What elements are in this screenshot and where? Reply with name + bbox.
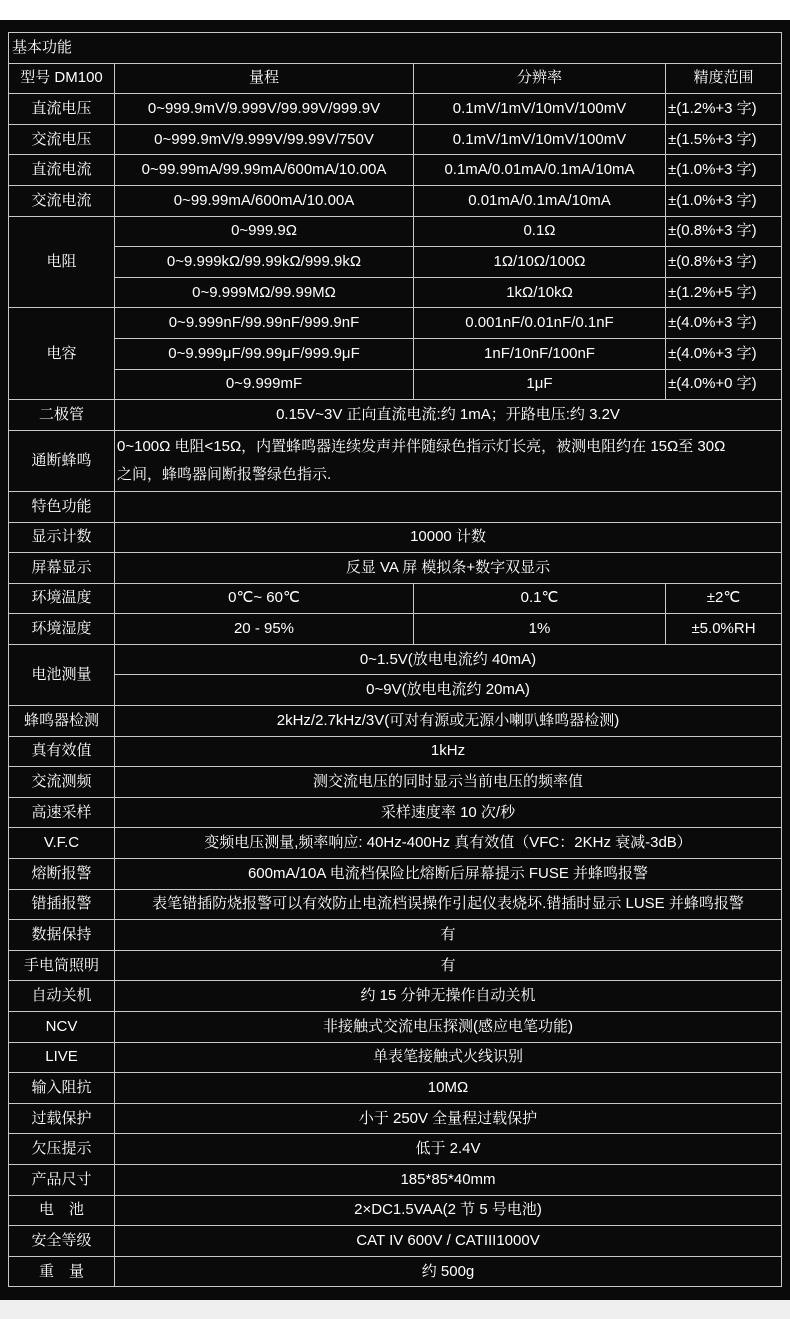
accuracy-cell: ±5.0%RH xyxy=(666,614,782,645)
label-cell: 交流电压 xyxy=(9,124,115,155)
label-cell: 屏幕显示 xyxy=(9,553,115,584)
resolution-cell: 0.1mV/1mV/10mV/100mV xyxy=(414,94,666,125)
top-margin-band xyxy=(0,0,790,20)
resolution-cell: 0.1Ω xyxy=(414,216,666,247)
label-cell: NCV xyxy=(9,1012,115,1043)
accuracy-cell: ±(4.0%+3 字) xyxy=(666,338,782,369)
row-resistance-3 xyxy=(9,277,782,308)
row-battery xyxy=(9,1195,782,1226)
label-cell: 蜂鸣器检测 xyxy=(9,706,115,737)
range-cell: 0~9.999mF xyxy=(115,369,414,400)
value-cell: 约 15 分钟无操作自动关机 xyxy=(115,981,782,1012)
row-battery-test-1 xyxy=(9,644,782,675)
row-input-impedance xyxy=(9,1073,782,1104)
resolution-cell: 1μF xyxy=(414,369,666,400)
label-cell: LIVE xyxy=(9,1042,115,1073)
accuracy-header: 精度范围 xyxy=(666,63,782,94)
row-live xyxy=(9,1042,782,1073)
label-cell: 熔断报警 xyxy=(9,859,115,890)
range-header: 量程 xyxy=(115,63,414,94)
row-resistance-2 xyxy=(9,247,782,278)
description-line: 之间，蜂鸣器间断报警绿色指示. xyxy=(117,465,332,483)
label-cell: 数据保持 xyxy=(9,920,115,951)
value-cell: 采样速度率 10 次/秒 xyxy=(115,797,782,828)
label-cell: 环境温度 xyxy=(9,583,115,614)
label-cell: 通断蜂鸣 xyxy=(9,430,115,491)
value-cell: 小于 250V 全量程过载保护 xyxy=(115,1103,782,1134)
resolution-cell: 0.1mV/1mV/10mV/100mV xyxy=(414,124,666,155)
accuracy-cell: ±(0.8%+3 字) xyxy=(666,247,782,278)
capacitance-label: 电容 xyxy=(9,308,115,400)
resolution-cell: 1nF/10nF/100nF xyxy=(414,338,666,369)
label-cell: 交流电流 xyxy=(9,185,115,216)
value-cell: 0~1.5V(放电电流约 40mA) xyxy=(115,644,782,675)
resolution-cell: 1Ω/10Ω/100Ω xyxy=(414,247,666,278)
accuracy-cell: ±(1.2%+5 字) xyxy=(666,277,782,308)
accuracy-cell: ±(1.0%+3 字) xyxy=(666,155,782,186)
spec-table xyxy=(8,32,782,1287)
value-cell: CAT IV 600V / CATIII1000V xyxy=(115,1226,782,1257)
accuracy-cell: ±2℃ xyxy=(666,583,782,614)
row-ncv xyxy=(9,1012,782,1043)
value-cell: 反显 VA 屏 模拟条+数字双显示 xyxy=(115,553,782,584)
range-cell: 0~999.9mV/9.999V/99.99V/750V xyxy=(115,124,414,155)
continuity-description xyxy=(115,430,782,491)
value-cell: 有 xyxy=(115,950,782,981)
accuracy-cell: ±(0.8%+3 字) xyxy=(666,216,782,247)
row-vfc xyxy=(9,828,782,859)
row-fuse-alarm xyxy=(9,859,782,890)
label-cell: 欠压提示 xyxy=(9,1134,115,1165)
bottom-margin-band xyxy=(0,1300,790,1319)
row-resistance-1 xyxy=(9,216,782,247)
label-cell: 自动关机 xyxy=(9,981,115,1012)
row-battery-test-2 xyxy=(9,675,782,706)
value-cell: 1kHz xyxy=(115,736,782,767)
row-features-title xyxy=(9,491,782,522)
range-cell: 0℃~ 60℃ xyxy=(115,583,414,614)
label-cell: V.F.C xyxy=(9,828,115,859)
battery-test-label: 电池测量 xyxy=(9,644,115,705)
label-cell: 手电筒照明 xyxy=(9,950,115,981)
empty-cell xyxy=(115,491,782,522)
features-title: 特色功能 xyxy=(9,491,115,522)
accuracy-cell: ±(1.5%+3 字) xyxy=(666,124,782,155)
description-line: 0~100Ω 电阻<15Ω，内置蜂鸣器连续发声并伴随绿色指示灯长亮，被测电阻约在 15Ω至 30Ω xyxy=(117,437,726,455)
model-header: 型号 DM100 xyxy=(9,63,115,94)
value-cell: 185*85*40mm xyxy=(115,1164,782,1195)
resolution-cell: 1% xyxy=(414,614,666,645)
label-cell: 安全等级 xyxy=(9,1226,115,1257)
range-cell: 0~999.9mV/9.999V/99.99V/999.9V xyxy=(115,94,414,125)
section-title-row xyxy=(9,33,782,64)
resistance-label: 电阻 xyxy=(9,216,115,308)
range-cell: 0~9.999kΩ/99.99kΩ/999.9kΩ xyxy=(115,247,414,278)
row-ambient-humidity xyxy=(9,614,782,645)
row-sampling-rate xyxy=(9,797,782,828)
label-cell: 电 池 xyxy=(9,1195,115,1226)
label-cell: 环境湿度 xyxy=(9,614,115,645)
label-cell: 直流电流 xyxy=(9,155,115,186)
row-dc-current xyxy=(9,155,782,186)
row-capacitance-3 xyxy=(9,369,782,400)
range-cell: 0~999.9Ω xyxy=(115,216,414,247)
label-cell: 过载保护 xyxy=(9,1103,115,1134)
resolution-header: 分辨率 xyxy=(414,63,666,94)
row-ac-frequency xyxy=(9,767,782,798)
label-cell: 高速采样 xyxy=(9,797,115,828)
resolution-cell: 1kΩ/10kΩ xyxy=(414,277,666,308)
label-cell: 错插报警 xyxy=(9,889,115,920)
range-cell: 0~9.999MΩ/99.99MΩ xyxy=(115,277,414,308)
value-cell: 单表笔接触式火线识别 xyxy=(115,1042,782,1073)
value-cell: 0.15V~3V 正向直流电流:约 1mA；开路电压:约 3.2V xyxy=(115,400,782,431)
value-cell: 2×DC1.5VAA(2 节 5 号电池) xyxy=(115,1195,782,1226)
label-cell: 产品尺寸 xyxy=(9,1164,115,1195)
resolution-cell: 0.001nF/0.01nF/0.1nF xyxy=(414,308,666,339)
value-cell: 10MΩ xyxy=(115,1073,782,1104)
row-diode xyxy=(9,400,782,431)
row-data-hold xyxy=(9,920,782,951)
section-title: 基本功能 xyxy=(9,33,782,64)
accuracy-cell: ±(1.2%+3 字) xyxy=(666,94,782,125)
row-buzzer-test xyxy=(9,706,782,737)
row-safety-rating xyxy=(9,1226,782,1257)
row-true-rms xyxy=(9,736,782,767)
value-cell: 10000 计数 xyxy=(115,522,782,553)
row-misplug-alarm xyxy=(9,889,782,920)
row-product-size xyxy=(9,1164,782,1195)
value-cell: 表笔错插防烧报警可以有效防止电流档误操作引起仪表烧坏.错插时显示 LUSE 并蜂鸣报警 xyxy=(115,889,782,920)
range-cell: 20 - 95% xyxy=(115,614,414,645)
accuracy-cell: ±(4.0%+3 字) xyxy=(666,308,782,339)
value-cell: 600mA/10A 电流档保险比熔断后屏幕提示 FUSE 并蜂鸣报警 xyxy=(115,859,782,890)
value-cell: 约 500g xyxy=(115,1256,782,1287)
value-cell: 测交流电压的同时显示当前电压的频率值 xyxy=(115,767,782,798)
accuracy-cell: ±(1.0%+3 字) xyxy=(666,185,782,216)
row-overload-protection xyxy=(9,1103,782,1134)
row-weight xyxy=(9,1256,782,1287)
value-cell: 有 xyxy=(115,920,782,951)
label-cell: 显示计数 xyxy=(9,522,115,553)
label-cell: 直流电压 xyxy=(9,94,115,125)
row-capacitance-1 xyxy=(9,308,782,339)
row-dc-voltage xyxy=(9,94,782,125)
header-row xyxy=(9,63,782,94)
row-auto-power-off xyxy=(9,981,782,1012)
row-low-voltage-warning xyxy=(9,1134,782,1165)
row-flashlight xyxy=(9,950,782,981)
value-cell: 变频电压测量,频率响应: 40Hz-400Hz 真有效值（VFC：2KHz 衰减-3dB） xyxy=(115,828,782,859)
range-cell: 0~9.999nF/99.99nF/999.9nF xyxy=(115,308,414,339)
value-cell: 低于 2.4V xyxy=(115,1134,782,1165)
resolution-cell: 0.1℃ xyxy=(414,583,666,614)
range-cell: 0~99.99mA/600mA/10.00A xyxy=(115,185,414,216)
label-cell: 重 量 xyxy=(9,1256,115,1287)
range-cell: 0~99.99mA/99.99mA/600mA/10.00A xyxy=(115,155,414,186)
range-cell: 0~9.999μF/99.99μF/999.9μF xyxy=(115,338,414,369)
label-cell: 二极管 xyxy=(9,400,115,431)
row-continuity xyxy=(9,430,782,491)
label-cell: 真有效值 xyxy=(9,736,115,767)
row-ac-voltage xyxy=(9,124,782,155)
value-cell: 0~9V(放电电流约 20mA) xyxy=(115,675,782,706)
resolution-cell: 0.01mA/0.1mA/10mA xyxy=(414,185,666,216)
row-ac-current xyxy=(9,185,782,216)
row-ambient-temperature xyxy=(9,583,782,614)
accuracy-cell: ±(4.0%+0 字) xyxy=(666,369,782,400)
row-screen-display xyxy=(9,553,782,584)
value-cell: 2kHz/2.7kHz/3V(可对有源或无源小喇叭蜂鸣器检测) xyxy=(115,706,782,737)
label-cell: 输入阻抗 xyxy=(9,1073,115,1104)
label-cell: 交流测频 xyxy=(9,767,115,798)
resolution-cell: 0.1mA/0.01mA/0.1mA/10mA xyxy=(414,155,666,186)
row-display-count xyxy=(9,522,782,553)
value-cell: 非接触式交流电压探测(感应电笔功能) xyxy=(115,1012,782,1043)
row-capacitance-2 xyxy=(9,338,782,369)
